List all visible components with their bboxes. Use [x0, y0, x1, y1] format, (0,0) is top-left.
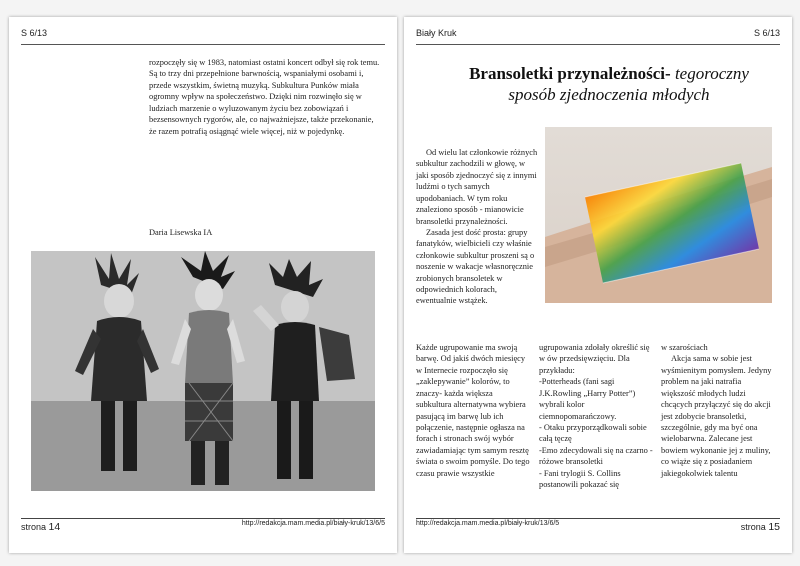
footer-url: http://redakcja.mam.media.pl/biały-kruk/13/6/5 [241, 520, 385, 527]
right-page [404, 17, 792, 553]
footer-url: http://redakcja.mam.media.pl/biały-kruk/13/6/5 [416, 520, 560, 527]
list-item: - Otaku przyporządkowali sobie całą tęczę [539, 422, 647, 444]
intro-paragraph-1: Od wielu lat członkowie różnych subkultur zachodzili w głowę, w jaki sposób zjednoczyć się z innymi ludźmi o tych samych upodobaniach. W tym roku znaleziono sposób - mianowicie bransoletki przynależności. [416, 148, 538, 226]
column-1-text: Każde ugrupowanie ma swoją barwę. Od jakiś dwóch miesięcy w Internecie rozpoczęło się „zaklepywanie” kolorów, to znaczy- każda większa subkultura alternatywna wybiera pasującą im barwę lub ich połączenie, następnie ogłasza na forach i stronach swój wybór zawiadamiając tym samym resztę świata o swoim pomyśle. Do tego czasu prawie wszystkie [416, 343, 530, 478]
column-1 [416, 342, 530, 479]
issue-label: S 6/13 [753, 28, 780, 38]
article-title-bold: Bransoletki przynależności- [469, 64, 671, 83]
page-number-label: strona [21, 522, 47, 532]
footer-rule [21, 518, 385, 519]
list-item: - Fani trylogii S. Collins postanowili pokazać się [539, 468, 621, 490]
column-2-intro: ugrupowania zdołały określić się w ów przedsięwzięciu. Dla przykładu: [539, 343, 650, 375]
intro-paragraph-2: Zasada jest dość prosta: grupy fanatyków, wielbicieli czy właśnie członkowie subkultur proszeni są o noszenie w wakacje własnoręcznie zrobionych bransoletek w odpowiednich kolorach, ewentualnie wstążek. [416, 227, 535, 306]
intro-column [416, 147, 538, 307]
punk-kids-photo [31, 251, 375, 491]
left-page [9, 17, 397, 553]
page-number-value: 15 [768, 521, 780, 533]
page-number [741, 521, 780, 533]
footer-rule [416, 518, 780, 519]
page-number-value: 14 [48, 521, 61, 533]
author-signature: Daria Lisewska IA [149, 228, 213, 237]
article-title [444, 63, 774, 106]
issue-label: S 6/13 [21, 28, 48, 38]
header-rule [416, 44, 780, 45]
page-number-label: strona [740, 522, 766, 532]
header-rule [21, 44, 385, 45]
page-number [21, 521, 60, 533]
article-end-text: rozpoczęły się w 1983, natomiast ostatni koncert odbył się rok temu. Są to trzy dni przepełnione barwnością, wspaniałymi osobami i, przede wszystkim, świetną muzyką. Subkultura Punków miała ogromny wpływ na społeczeństwo. Dzięki nim rozwinęło się w ludziach marzenie o wyluzowanym życiu bez zobowiązań i bezsensownych rygorów, ale, co najważniejsze, także przekonanie, że razem potrafią osiągnąć wiele więcej, niż w pojedynkę. [149, 58, 380, 136]
column-2 [539, 342, 653, 490]
column-3 [661, 342, 777, 479]
rainbow-bracelet-photo [545, 127, 772, 303]
column-3-text-1: w szarościach [661, 343, 708, 352]
column-3-text-2: Akcja sama w sobie jest wyśmienitym pomysłem. Jedyny problem na jaki natrafia większość młodych ludzi chcących przyłączyć się do akcji jest zdobycie bransoletki, szczególnie, gdy ma być ona wielobarwna. Zalecane jest bowiem wykonanie jej z muliny, co wiąże się z posiadaniem jakiegokolwiek talentu [661, 354, 772, 478]
brand-label: Biały Kruk [416, 28, 457, 38]
article-title-italic: tegoroczny sposób zjednoczenia młodych [508, 64, 749, 105]
article-continuation [149, 57, 381, 137]
list-item: -Potterheads (fani sagi J.K.Rowling „Harry Potter”) wybrali kolor ciemnopomarańczowy. [539, 377, 636, 421]
list-item: -Emo zdecydowali się na czarno -różowe bransoletki [539, 445, 653, 467]
